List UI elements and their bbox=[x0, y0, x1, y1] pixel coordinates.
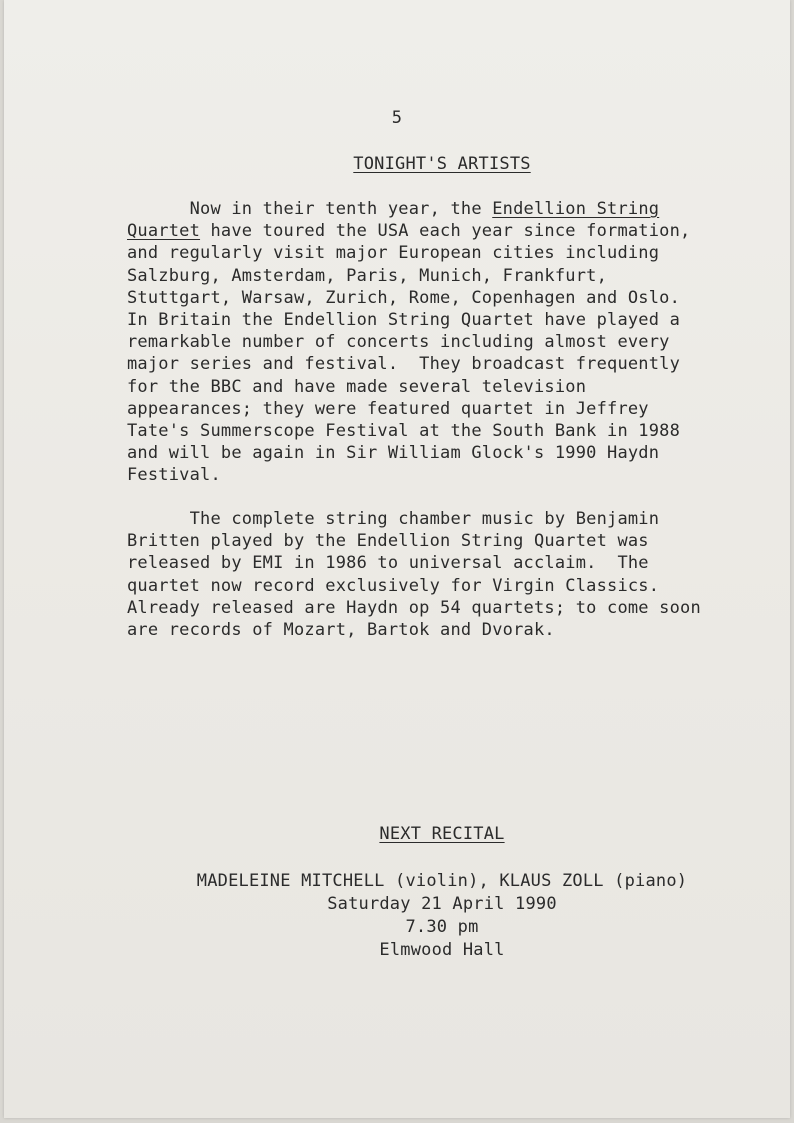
paragraph-1-prefix: Now in their tenth year, the bbox=[127, 199, 493, 219]
artists-paragraph-2: The complete string chamber music by Benjamin Britten played by the Endellion String Quartet was released by EMI in 1986 to universal acclaim. The quartet now record exclusively for Virgin Classics. Already released are Haydn op 54 quartets; to come soon are records of Mozart, Bartok and Dvorak. bbox=[127, 509, 701, 641]
page-number: 5 bbox=[391, 108, 403, 128]
paragraph-1-body: have toured the USA each year since formation, and regularly visit major European cities including Salzburg, Amsterdam, Paris, Munich, Frankfurt, Stuttgart, Warsaw, Zurich, Rome, Copenhagen and Oslo. In Britain the Endellion String Quartet have played a remarkable number of concerts including almost every major series and festival. They broadcast frequently for the BBC and have made several television appearances; they were featured quartet in Jeffrey Tate's Summerscope Festival at the South Bank in 1988 and will be again in Sir William Glock's 1990 Haydn Festival. bbox=[127, 221, 691, 486]
recital-date: Saturday 21 April 1990 bbox=[327, 894, 557, 914]
section-heading-next-recital: NEXT RECITAL bbox=[379, 824, 505, 844]
section-heading-tonights-artists: TONIGHT'S ARTISTS bbox=[353, 154, 531, 174]
recital-venue: Elmwood Hall bbox=[379, 940, 505, 960]
artists-paragraph-1 bbox=[127, 198, 767, 487]
recital-performers: MADELEINE MITCHELL (violin), KLAUS ZOLL (piano) bbox=[196, 871, 688, 891]
ensemble-name-underlined: Endellion String Quartet bbox=[127, 199, 660, 242]
next-recital-details bbox=[0, 870, 794, 962]
recital-time: 7.30 pm bbox=[405, 917, 479, 937]
